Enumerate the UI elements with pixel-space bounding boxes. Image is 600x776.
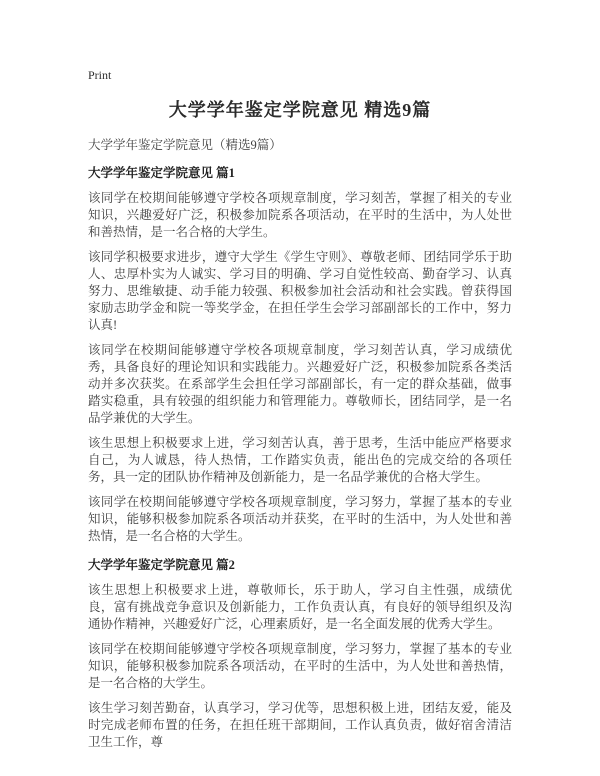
section-2-paragraph-1: 该生思想上积极要求上进，尊敬师长，乐于助人，学习自主性强，成绩优良，富有挑战竞争意识及创新能力，工作负责认真，有良好的领导组织及沟通协作精神，兴趣爱好广泛，心理素质好，是一名全面发展的优秀大学生。 [88, 583, 512, 631]
section-2-paragraph-2: 该同学在校期间能够遵守学校各项规章制度，学习努力，掌握了基本的专业知识，能够积极参加院系各项活动，在平时的生活中，为人处世和善热情，是一名合格的大学生。 [88, 642, 512, 690]
print-link[interactable]: Print [88, 68, 112, 82]
section-1-paragraph-5: 该同学在校期间能够遵守学校各项规章制度，学习努力，掌握了基本的专业知识，能够积极参加院系各项活动并获奖，在平时的生活中，为人处世和善热情，是一名合格的大学生。 [88, 495, 512, 543]
section-1-heading: 大学学年鉴定学院意见 篇1 [88, 166, 235, 180]
section-1-paragraph-2: 该同学积极要求进步，遵守大学生《学生守则》、尊敬老师、团结同学乐于助人、忠厚朴实为人诚实、学习目的明确、学习自觉性较高、勤奋学习、认真努力、思维敏捷、动手能力较强、积极参加社会活动和社会实践。曾获得国家励志助学金和院一等奖学金，在担任学生会学习部副部长的工作中，努力认真! [88, 250, 512, 332]
page-subtitle: 大学学年鉴定学院意见（精选9篇） [88, 138, 282, 152]
page-title: 大学学年鉴定学院意见 精选9篇 [168, 100, 432, 120]
section-1-paragraph-3: 该同学在校期间能够遵守学校各项规章制度，学习刻苦认真，学习成绩优秀，具备良好的理论知识和实践能力。兴趣爱好广泛，积极参加院系各类活动并多次获奖。在系部学生会担任学习部副部长，有一定的群众基础，做事踏实稳重，具有较强的组织能力和管理能力。尊敬师长，团结同学，是一名品学兼优的大学生。 [88, 343, 512, 425]
section-1-paragraph-1: 该同学在校期间能够遵守学校各项规章制度，学习刻苦，掌握了相关的专业知识，兴趣爱好广泛，积极参加院系各项活动，在平时的生活中，为人处世和善热情，是一名合格的大学生。 [88, 191, 512, 239]
section-1-paragraph-4: 该生思想上积极要求上进，学习刻苦认真，善于思考，生活中能应严格要求自己，为人诚恳，待人热情，工作踏实负责，能出色的完成交给的各项任务，具一定的团队协作精神及创新能力，是一名品学兼优的合格大学生。 [88, 436, 512, 484]
section-2-paragraph-3: 该生学习刻苦勤奋，认真学习，学习优等，思想积极上进，团结友爱，能及时完成老师布置的任务，在担任班干部期间，工作认真负责，做好宿舍清洁卫生工作，尊 [88, 701, 512, 749]
section-2-heading: 大学学年鉴定学院意见 篇2 [88, 558, 235, 572]
